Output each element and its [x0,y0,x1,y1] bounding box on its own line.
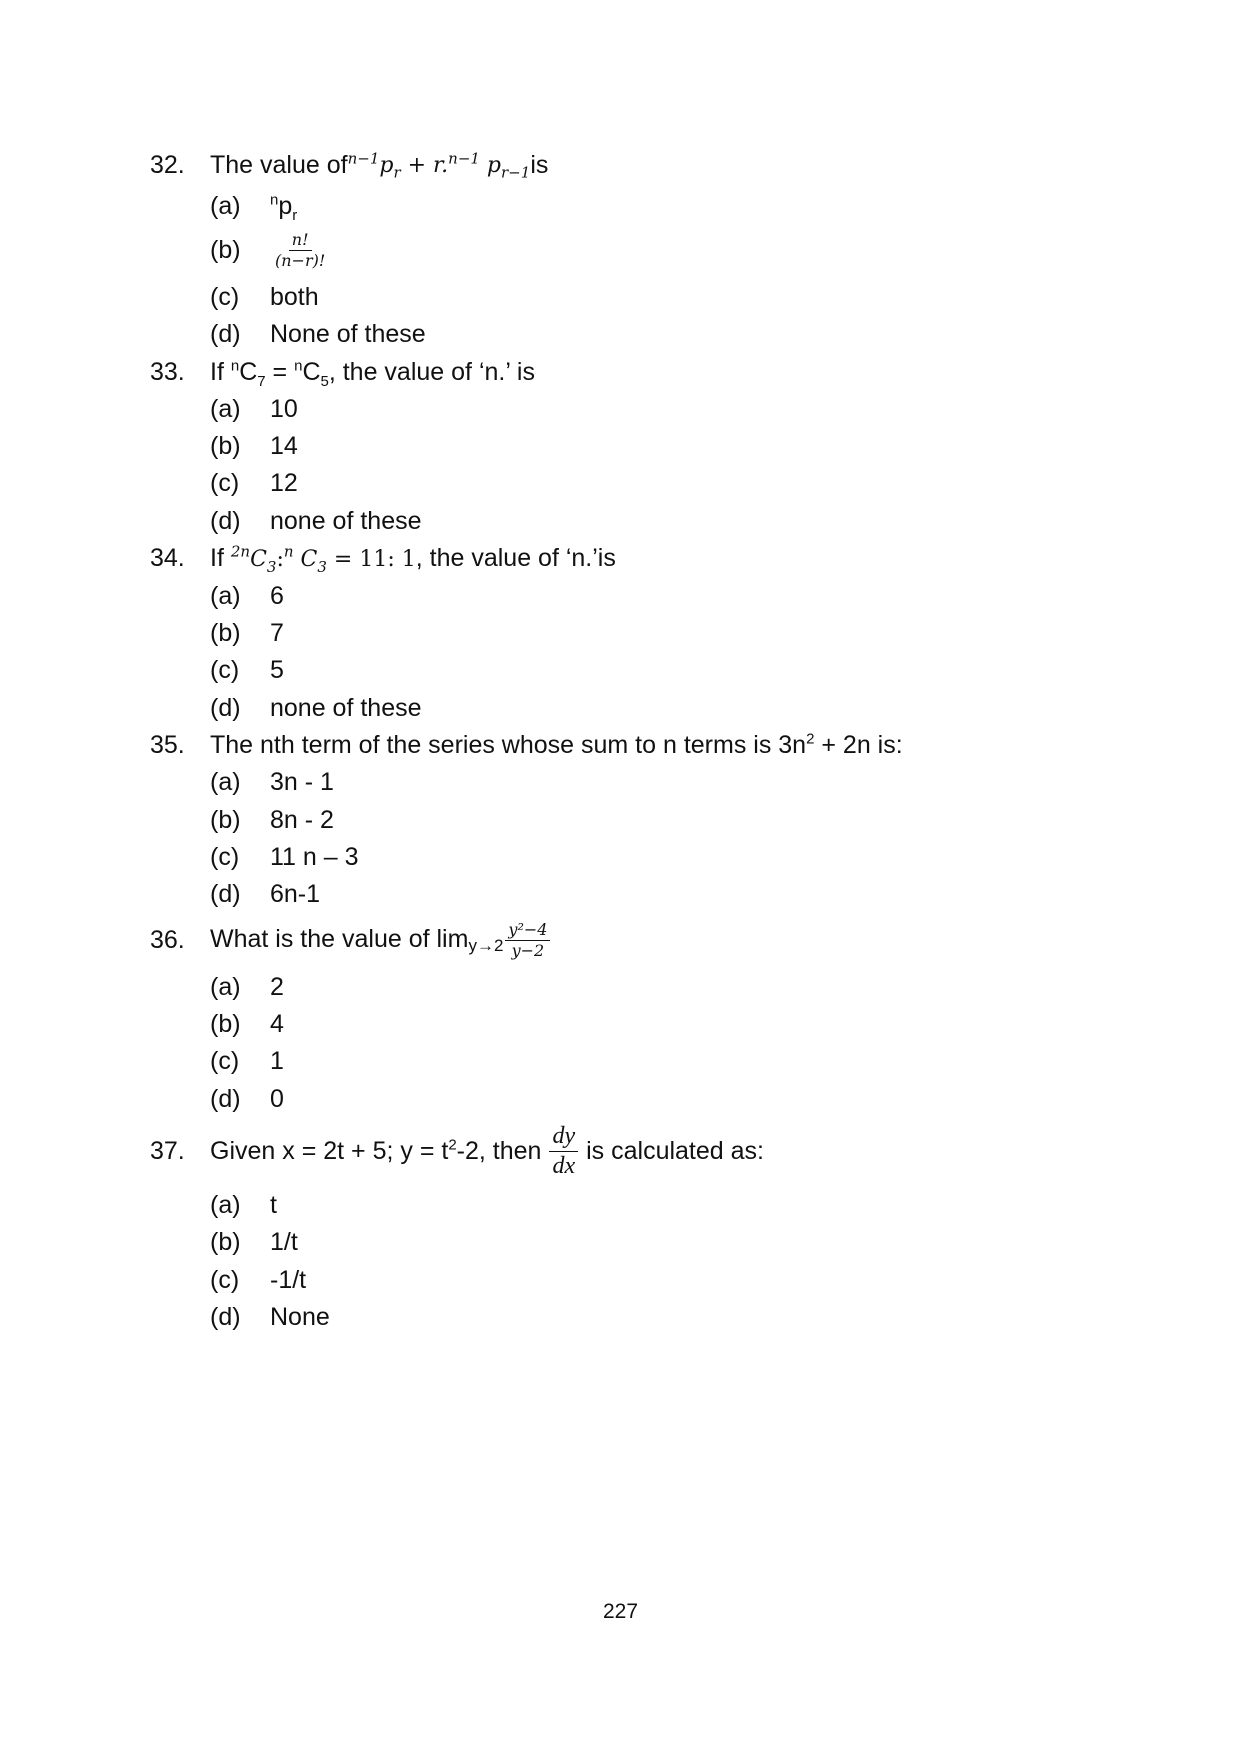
option-d: (d) None of these [210,319,426,348]
question-number: 32. [150,150,185,179]
question-number: 34. [150,543,185,572]
question-number: 33. [150,357,185,386]
option-c: (c) -1/t [210,1265,307,1294]
option-d: (d) 6n-1 [210,879,321,908]
option-a: (a) 6 [210,581,284,610]
question-number: 37. [150,1136,185,1165]
question-formula: $^{n-1}p_r + r.^{n-1}$ $p_{r-1}$ [347,149,531,181]
question-text-end: is [530,150,549,179]
derivative-fraction: $\frac{dy}{dx}$ [549,1123,578,1179]
option-d: (d) none of these [210,693,422,722]
question-36 [150,920,552,960]
option-a: (a) 2 [210,972,284,1001]
question-37: 37. Given x = 2t + 5; $y = t^2-2$, then $\frac{dy}{dx}$ is calculated as: [150,1123,764,1179]
question-text: If $^nC_7 = ^nC_5$, the value of ‘n.’ is [210,357,535,390]
question-32 [150,145,548,185]
option-b: (b) $\frac{n!}{(n-r)!}$ [210,230,330,270]
question-text: The value of [210,150,348,179]
option-b: (b) 8n - 2 [210,805,334,834]
fraction: $\frac{\text{y²−4}}{y-2}$ [505,921,550,959]
option-a: (a) 10 [210,394,298,423]
question-text: What is the value of limy→2 [210,924,504,955]
question-35 [150,725,903,765]
option-c: (c) 1 [210,1046,284,1075]
question-text: Given x = 2t + 5; $y = t^2-2$, then [210,1136,542,1165]
option-c: (c) 5 [210,655,284,684]
option-b: (b) 14 [210,431,298,460]
question-text: If $^{2n}C_3:^n$ $C_3 = 11$: 1, the value of ‘n.’is [210,542,616,576]
option-d: (d) 0 [210,1084,284,1113]
option-c: (c) 11 n – 3 [210,842,359,871]
option-c: (c) 12 [210,468,298,497]
option-a: (a) 3n - 1 [210,767,334,796]
question-34 [150,538,616,578]
option-d: (d) None [210,1302,330,1331]
question-33 [150,352,535,392]
option-b: (b) 1/t [210,1227,298,1256]
option-b: (b) 4 [210,1009,284,1038]
page-number: 227 [602,1600,639,1623]
option-d: (d) none of these [210,506,422,535]
option-a: (a) $^np_r$ [210,191,298,224]
option-c: (c) both [210,282,319,311]
question-number: 35. [150,730,185,759]
question-number: 36. [150,925,185,954]
fraction: $\frac{n!}{(n-r)!}$ [275,229,326,270]
option-b: (b) 7 [210,618,284,647]
option-a: (a) t [210,1190,277,1219]
question-text: The nth term of the series whose sum to n terms is $3n^2 + 2n$ is: [210,730,903,759]
